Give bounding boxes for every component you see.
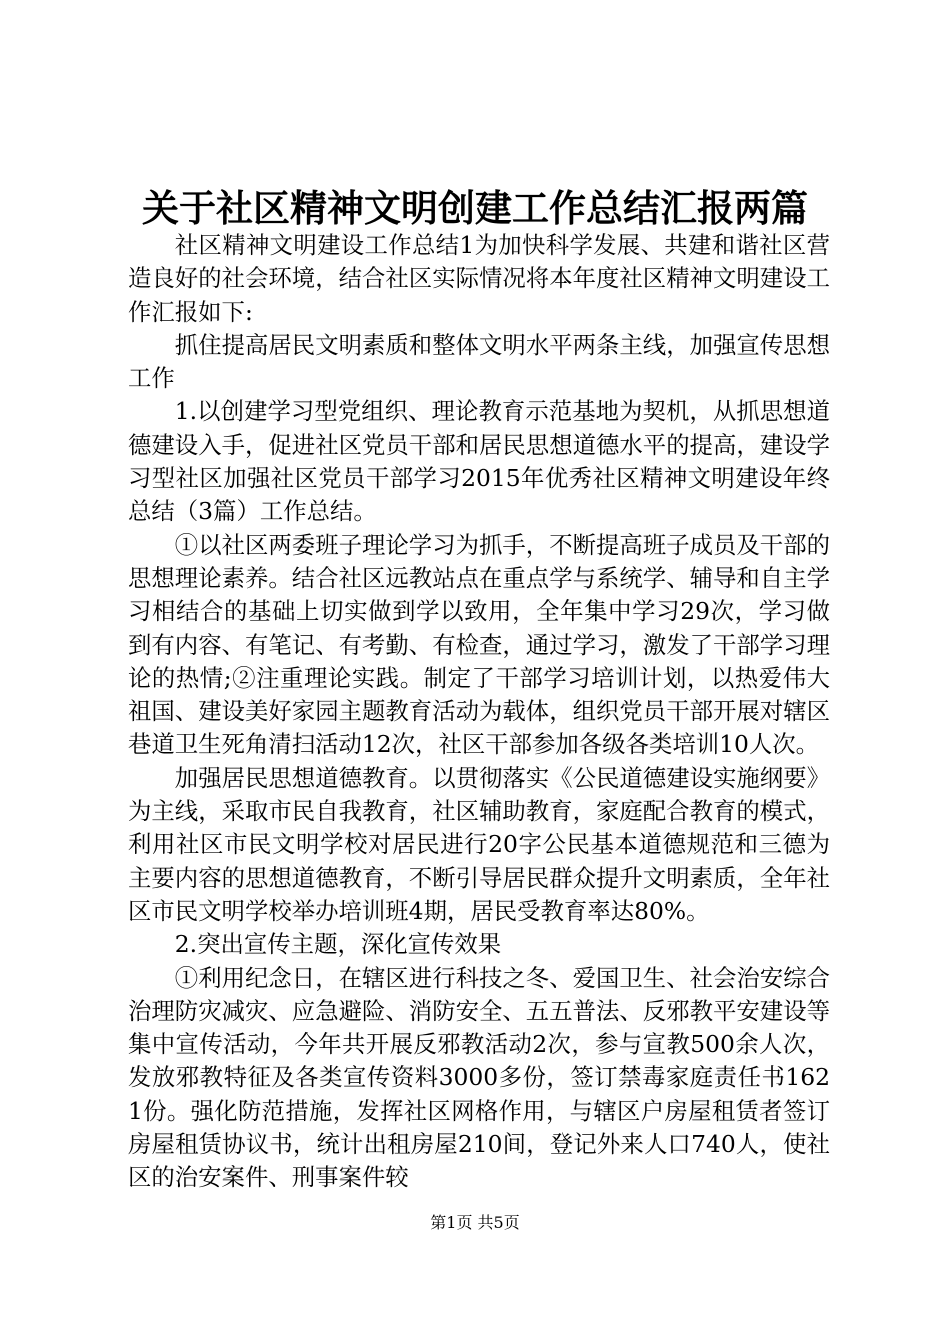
- document-body: [128, 229, 830, 1195]
- paragraph-publicity: ①利用纪念日，在辖区进行科技之冬、爱国卫生、社会治安综合治理防灾减灾、应急避险、消防安全、五五普法、反邪教平安建设等集中宣传活动，今年共开展反邪教活动2次，参与宣教500余人次，发放邪教特征及各类宣传资料3000多份，签订禁毒家庭责任书1621份。强化防范措施，发挥社区网格作用，与辖区户房屋租赁者签订房屋租赁协议书，统计出租房屋210间，登记外来人口740人，使社区的治安案件、刑事案件较: [128, 963, 830, 1192]
- paragraph-section-1: 1.以创建学习型党组织、理论教育示范基地为契机，从抓思想道德建设入手，促进社区党员干部和居民思想道德水平的提高，建设学习型社区加强社区党员干部学习2015年优秀社区精神文明建设年终总结（3篇）工作总结。: [128, 397, 830, 526]
- paragraph-main-line: 抓住提高居民文明素质和整体文明水平两条主线，加强宣传思想工作: [128, 330, 830, 393]
- paragraph-section-2: 2.突出宣传主题，深化宣传效果: [174, 930, 502, 959]
- document-title: 关于社区精神文明创建工作总结汇报两篇: [142, 186, 808, 230]
- paragraph-intro: 社区精神文明建设工作总结1为加快科学发展、共建和谐社区营造良好的社会环境，结合社区实际情况将本年度社区精神文明建设工作汇报如下:: [128, 231, 830, 326]
- paragraph-moral-education: 加强居民思想道德教育。以贯彻落实《公民道德建设实施纲要》为主线，采取市民自我教育，社区辅助教育，家庭配合教育的模式，利用社区市民文明学校对居民进行20字公民基本道德规范和三德为主要内容的思想道德教育，不断引导居民群众提升文明素质，全年社区市民文明学校举办培训班4期，居民受教育率达80%。: [128, 763, 830, 925]
- page-number: 第1页 共5页: [430, 1213, 520, 1232]
- paragraph-theory-study: ①以社区两委班子理论学习为抓手，不断提高班子成员及干部的思想理论素养。结合社区远教站点在重点学与系统学、辅导和自主学习相结合的基础上切实做到学以致用，全年集中学习29次，学习做到有内容、有笔记、有考勤、有检查，通过学习，激发了干部学习理论的热情;②注重理论实践。制定了干部学习培训计划，以热爱伟大祖国、建设美好家园主题教育活动为载体，组织党员干部开展对辖区巷道卫生死角清扫活动12次，社区干部参加各级各类培训10人次。: [128, 530, 830, 759]
